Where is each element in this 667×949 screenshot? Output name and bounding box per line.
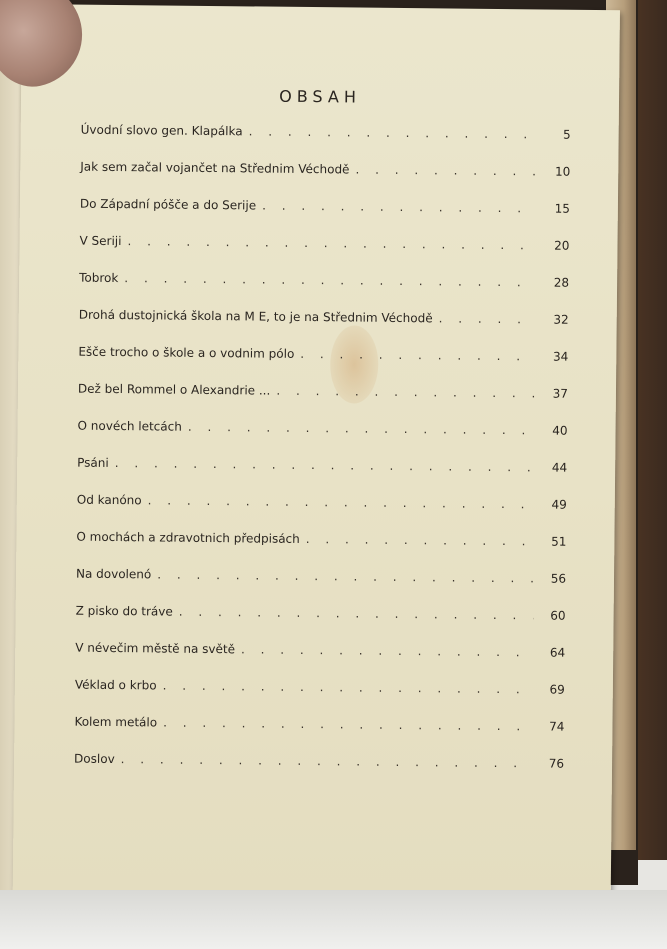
dot-leader	[148, 493, 535, 511]
toc-entry-page: 20	[554, 238, 570, 253]
toc-entry-page: 56	[550, 571, 567, 586]
dot-leader	[188, 420, 536, 438]
dot-leader	[121, 752, 532, 770]
toc-entry	[77, 456, 567, 498]
toc-entry-page: 49	[551, 497, 567, 512]
toc-entry-title: Drohá dustojnická škola na M E, to je na Střednim Véchodě	[78, 307, 433, 326]
dot-leader	[355, 163, 538, 179]
toc-entry-page: 51	[551, 534, 567, 549]
toc-entry-page: 10	[554, 164, 571, 179]
toc-entry	[78, 382, 568, 424]
table-of-contents	[74, 123, 571, 794]
toc-entry	[74, 752, 564, 794]
dot-leader	[157, 567, 534, 585]
toc-entry-title: Doslov	[74, 751, 115, 767]
toc-entry-title: Dež bel Rommel o Alexandrie ...	[77, 381, 271, 398]
toc-entry-page: 69	[549, 682, 565, 697]
dot-leader	[127, 234, 537, 252]
toc-entry	[79, 234, 569, 276]
table-surface	[0, 890, 667, 949]
dot-leader	[439, 311, 537, 326]
toc-entry-title: Kolem metálo	[74, 714, 158, 730]
toc-entry	[75, 641, 565, 683]
toc-entry-title: Od kanóno	[76, 492, 142, 508]
toc-entry-page: 32	[553, 312, 569, 327]
toc-entry	[80, 123, 570, 165]
toc-entry-page: 37	[552, 386, 569, 401]
dot-leader	[163, 679, 533, 697]
toc-entry	[76, 493, 566, 535]
toc-entry-page: 76	[548, 756, 565, 771]
toc-entry-title: Véklad o krbo	[74, 677, 157, 693]
toc-entry	[80, 197, 570, 239]
book-page	[13, 4, 620, 905]
toc-entry-title: Jak sem začal vojančet na Střednim Véchodě	[80, 159, 350, 177]
toc-entry	[80, 160, 570, 202]
toc-entry-page: 28	[553, 275, 570, 290]
toc-entry-title: V Seriji	[79, 233, 122, 249]
toc-entry-title: Ešče trocho o škole a o vodnim pólo	[78, 344, 295, 361]
toc-entry-title: Na dovolenó	[75, 566, 152, 582]
toc-entry-page: 64	[549, 645, 566, 660]
dot-leader	[124, 271, 537, 289]
dot-leader	[300, 347, 536, 363]
toc-entry-title: O novéch letcách	[77, 418, 182, 434]
toc-entry-title: Z pisko do tráve	[75, 603, 173, 619]
dot-leader	[179, 605, 534, 623]
dot-leader	[262, 199, 538, 216]
toc-entry-page: 15	[554, 201, 570, 216]
toc-entry-page: 60	[550, 608, 566, 623]
toc-entry	[76, 530, 566, 572]
toc-entry-page: 74	[549, 719, 565, 734]
toc-entry-title: V névečim městě na světě	[75, 640, 236, 657]
dot-leader	[306, 532, 535, 548]
toc-entry	[78, 345, 568, 387]
toc-entry-title: Úvodní slovo gen. Klapálka	[80, 122, 243, 139]
page-title: OBSAH	[279, 86, 362, 107]
dot-leader	[276, 384, 536, 401]
toc-entry-page: 44	[551, 460, 568, 475]
toc-entry	[76, 567, 566, 609]
toc-entry-title: Psáni	[77, 455, 109, 470]
toc-entry-title: O mochách a zdravotnich předpisách	[76, 529, 300, 546]
toc-entry-page: 40	[552, 423, 568, 438]
toc-entry-title: Do Západní póšče a do Serije	[79, 196, 257, 213]
toc-entry-title: Tobrok	[79, 270, 119, 286]
dot-leader	[241, 642, 533, 659]
toc-entry	[74, 715, 564, 757]
toc-entry	[79, 271, 569, 313]
toc-entry	[78, 308, 568, 350]
toc-entry	[77, 419, 567, 461]
toc-entry-page: 34	[552, 349, 569, 364]
dot-leader	[115, 456, 536, 474]
dot-leader	[249, 124, 539, 141]
dot-leader	[163, 716, 532, 734]
toc-entry	[75, 678, 565, 720]
toc-entry	[75, 604, 565, 646]
toc-entry-page: 5	[562, 127, 571, 142]
